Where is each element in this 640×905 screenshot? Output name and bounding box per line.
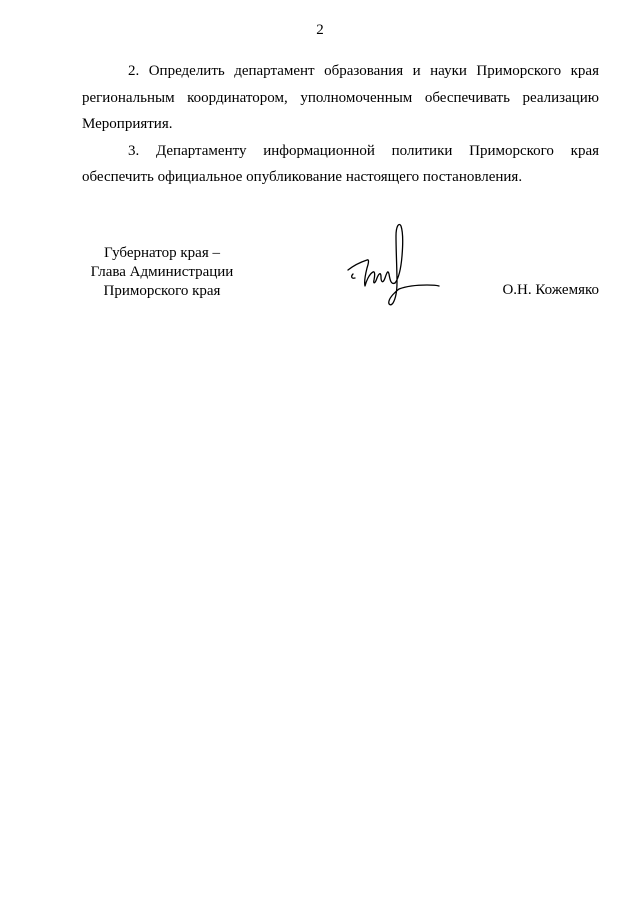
signatory-name: О.Н. Кожемяко xyxy=(502,282,599,298)
handwritten-signature xyxy=(343,222,443,308)
paragraph-item-3: 3. Департаменту информационной политики Приморского края обеспечить официальное опубликование настоящего постановления. xyxy=(82,142,599,185)
document-body xyxy=(82,58,599,191)
page-number: 2 xyxy=(316,22,324,38)
signatory-position-line: Приморского края xyxy=(103,283,221,299)
signatory-position-line: Губернатор края – xyxy=(104,245,220,261)
signatory-position-line: Глава Администрации xyxy=(90,264,234,280)
paragraph-item-2: 2. Определить департамент образования и науки Приморского края региональным координатором, уполномоченным обеспечивать реализацию Мероприятия. xyxy=(82,63,599,132)
signatory-position xyxy=(82,244,242,301)
